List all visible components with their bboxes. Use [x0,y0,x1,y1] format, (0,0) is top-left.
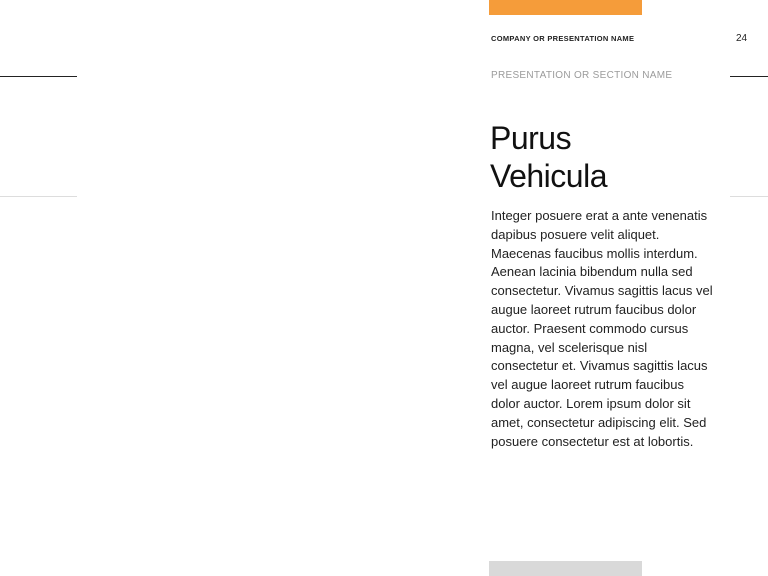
page-title [490,119,710,195]
title-line-1: Purus [490,120,572,156]
company-name: COMPANY OR PRESENTATION NAME [491,34,635,43]
footer-bar [489,561,642,576]
accent-bar [489,0,642,15]
right-divider-top [730,76,768,77]
left-divider-top [0,76,77,77]
section-name: PRESENTATION OR SECTION NAME [491,70,673,81]
body-paragraph: Integer posuere erat a ante venenatis dapibus posuere velit aliquet. Maecenas faucibus mollis interdum. Aenean lacinia bibendum nulla sed consectetur. Vivamus sagittis lacus vel augue laoreet rutrum faucibus dolor auctor. Praesent commodo cursus magna, vel scelerisque nisl consectetur et. Vivamus sagittis lacus vel augue laoreet rutrum faucibus dolor auctor. Lorem ipsum dolor sit amet, consectetur adipiscing elit. Sed posuere consectetur est at lobortis. [491,208,713,449]
page-number: 24 [736,33,748,44]
right-divider-bottom [730,196,768,197]
left-divider-bottom [0,196,77,197]
title-line-2: Vehicula [490,158,607,194]
